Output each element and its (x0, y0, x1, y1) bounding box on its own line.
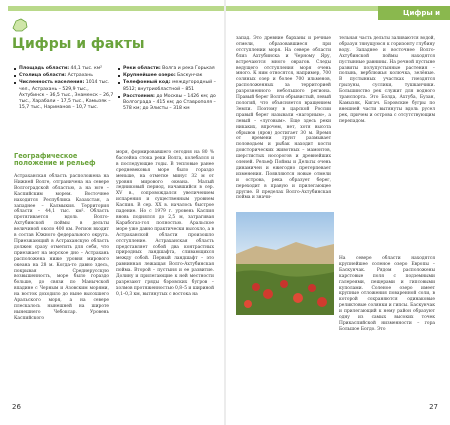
body-text-left-col1: Астраханская область расположена на Нижней Волге, отграничена на севере Волгоградской областью, а на юге – Каспийским морем. Восточнее находится Республика Казахстан, а западнее – Калмыкия. Территория области – 44,1 тыс. км². Область протягивается вдоль Волго-Ахтубинской поймы в дельты величиной около 400 км. Регион входит в состав Южного федерального округа. Приезжающий в Астраханскую область должен сразу отметить для себя, что приезжает на морское дно – Астрахань расположена ниже уровня мирового океана на 28 м. Когда-то давно здесь, покрывая Среднерусскую возвышенность, море было гораздо больше, до связи по Манычской впадине с Черным и Азовским морями, на восток доходило до ныне высохшего Аральского моря, а на севере плескалось нынешней на широте нынешнего Чебоксар. Уровень Каспийского (14, 174, 109, 321)
fact-lake: Крупнейшее озеро: Баскунчак (118, 73, 218, 79)
fact-rivers: Реки области: Волга и река Горькая (118, 66, 218, 72)
page-title: Цифры и факты (12, 36, 145, 52)
body-text-right-col3: На севере области находятся крупнейшее соленое озеро Европы – Баскунчак. Рядом расположены карстовые поля с подземными галереями, пещерами и гипсовыми куполами. Соленое озеро имеет крупные отложения поваренной соли, в которой сохраняются одинаковые реликтовые солянки и гипсы. Баскунчак и прилегающий к нему район образуют одну из самых высоких точек Прикаспийской низменности – гора Большое Богдо. Это (339, 256, 435, 332)
body-text-right-col2: тельная часть дельты заливаются водой, образуя тянущуюся к горизонту глубину воду. Западнее и восточнее Волго-Ахтубинской поймы находятся пустынные равнины. На речной пустыне развиты полупустынные растения – полынь, верблюжья колючка, зелёные. В пустынных участках гнездятся грызуны, суслики, тушканчики. Большинство рек служит для водного транспорта. Это Болда, Ахтуба, Бузан, Камызяк, Кигач. Бэровские бугры по внешней части вытянуты вдоль русел рек, причем и острова с отсутствующим перепадом. (339, 36, 435, 124)
header-tag: Цифры и факты (378, 6, 450, 20)
header-stripe-right (226, 6, 378, 11)
body-text-right-col1: запад. Это древние барханы и речные отмели, образовавшиеся при отступлении моря. На севере области близ Ахтубинска и Черному Яру, встречаются много оврагов. Следы ведущего отступления моря очень много. К ним относятся, например, 700 соляных озер и более 700 ильменов, расположенных за территорией разрозненного небольшого региона. Правый берег Волги обрывистый, левый пологий, что объясняется вращением Земли. Поэтому в царской России правый берег называли «нагорным», а левый – «луговым». Еще здесь реки никаких, впрочем, нет, хотя высота обрывов (яров) достигает 30 м. Время от времени грунт размывает половодьем и рыбак находит кости доисторических животных – мамонтов, шерстистых носорогов и древнейших оленей. Рельеф Поймы и Дельты очень динамичен и ежегодно претерпевает изменения. Появляются новые отмели и острова, река образует берег, переходит в правую и прилегающее другие. В пределах Волго-Ахтубинская пойма и значи- (236, 36, 331, 201)
section-heading: Географическое положение и рельеф (14, 152, 96, 168)
page-number-right: 27 (429, 403, 438, 411)
fact-phone: Телефонный код: междугородный – 8512; внутриобластной – 851 (118, 80, 218, 92)
fact-capital: Столица области: Астрахань (14, 73, 114, 79)
fact-distances: Расстояния: до Москвы – 1426 км; до Волгограда – 415 км; до Ставрополя – 578 км; до Элисты – 318 км (118, 94, 218, 113)
body-text-left-col2: моря, формировавшего сегодня на 80 % бассейна стока реки Волга, колебался и в последующие годы. В тепловые ранее средневековья море было гораздо меньше, на отметке минус 32 м от уровня мирового океана. Малый ледниковый период, начавшийся в сер. XV в., сопровождался увеличением испарения и существенным уровнем Каспия. В сер. XX в. началось быстрое падение. Но с 1979 г. уровень Каспия вновь поднялся до 2,5 м, затрагивая Карабогаз-гол полностью. Аральское море уже давно практически высохло, а в Астраханской области произошло отступление. Астраханская область представляет собой два контрастных природных ландшафта, сливающихся между собой. Первый ландшафт – это равнинная лежащая Волго-Ахтубинская пойма. Второй – пустыня и ее развитие. Долину и прилегающие к ней местности разрезают гряды бэровских бугров – холмов протяженностью 0,8–5 и шириной 0,1–0,3 км, вытянутых с востока на (116, 150, 214, 297)
fact-population: Численность населения: 1014 тыс. чел., Астрахань – 529,9 тыс., Ахтубинск – 36,5 тыс., Знаменск – 26,7 тыс., Харабали – 17,5 тыс., Камызяк – 15,7 тыс., Нариманов – 10,7 тыс. (14, 80, 114, 111)
photo-image (236, 212, 334, 315)
landscape-photo (236, 212, 334, 315)
page-number-left: 26 (12, 403, 21, 411)
fact-area: Площадь области: 44,1 тыс. км² (14, 66, 114, 72)
